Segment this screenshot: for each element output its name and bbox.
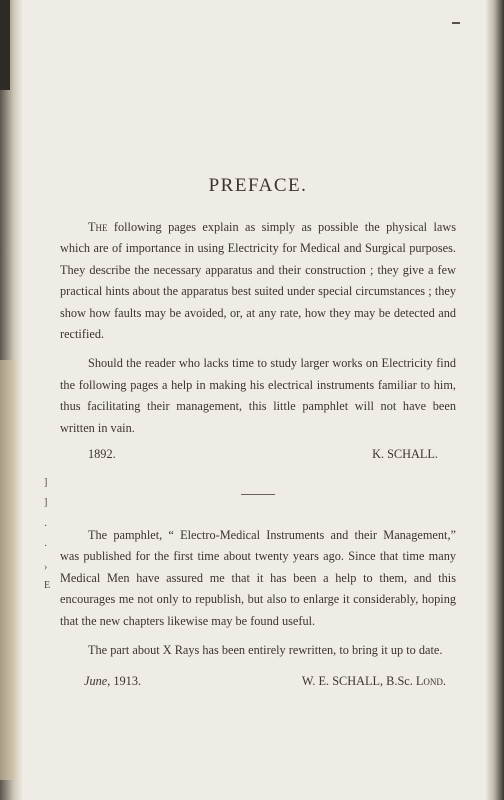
section-divider	[241, 494, 275, 495]
preface-paragraph-2: Should the reader who lacks time to study larger works on Electricity find the following pages a help in making his electrical instruments familiar to him, thus facilitating their management, this little pamphlet will not have been written in vain.	[60, 356, 456, 435]
paragraph-text: following pages explain as simply as possible the physical laws which are of importance in using Electricity for Medical and Surgical purposes. They describe the necessary apparatus and their construction ; they give a few practical hints about the apparatus best suited under special circumstances ; they show how faults may be avoided, or, at any rate, how they may be detected and rectified.	[60, 220, 456, 342]
left-page-edge	[0, 0, 22, 800]
signature-date: 1892.	[88, 447, 116, 462]
signature-month: June,	[84, 673, 111, 688]
signature-1892	[60, 447, 456, 462]
preface-paragraph-3: The pamphlet, “ Electro-Medical Instruments and their Management,” was published for the first time about twenty years ago. Since that time many Medical Men have assured me that it has been a help to them, and this encourages me not only to republish, but also to enlarge it considerably, hoping that the new chapters likewise may be found useful.	[60, 528, 456, 628]
signature-year: 1913.	[110, 673, 142, 688]
signature-author: W. E. SCHALL, B.Sc.	[301, 673, 416, 688]
margin-mark: ]	[44, 477, 48, 488]
margin-mark: ·	[44, 521, 48, 532]
margin-mark: E	[44, 580, 51, 591]
preface-paragraph-4: The part about X Rays has been entirely rewritten, to bring it up to date.	[88, 643, 443, 658]
margin-mark: ]	[44, 497, 48, 508]
preface-content	[60, 175, 456, 689]
signature-degree: Lond.	[415, 673, 446, 688]
binding-shadow	[0, 0, 10, 90]
signature-1913	[60, 674, 456, 689]
margin-mark: ›	[44, 562, 48, 573]
lead-word: The	[88, 220, 108, 234]
signature-name: K. SCHALL.	[372, 447, 438, 462]
preface-paragraph-1	[60, 217, 456, 345]
signature-date	[84, 674, 141, 689]
page-title: PREFACE.	[208, 175, 308, 196]
right-page-edge	[486, 0, 504, 800]
signature-name	[302, 674, 446, 689]
page-mark	[452, 22, 460, 24]
underlying-page-strip	[0, 360, 20, 780]
margin-mark: ·	[44, 541, 48, 552]
